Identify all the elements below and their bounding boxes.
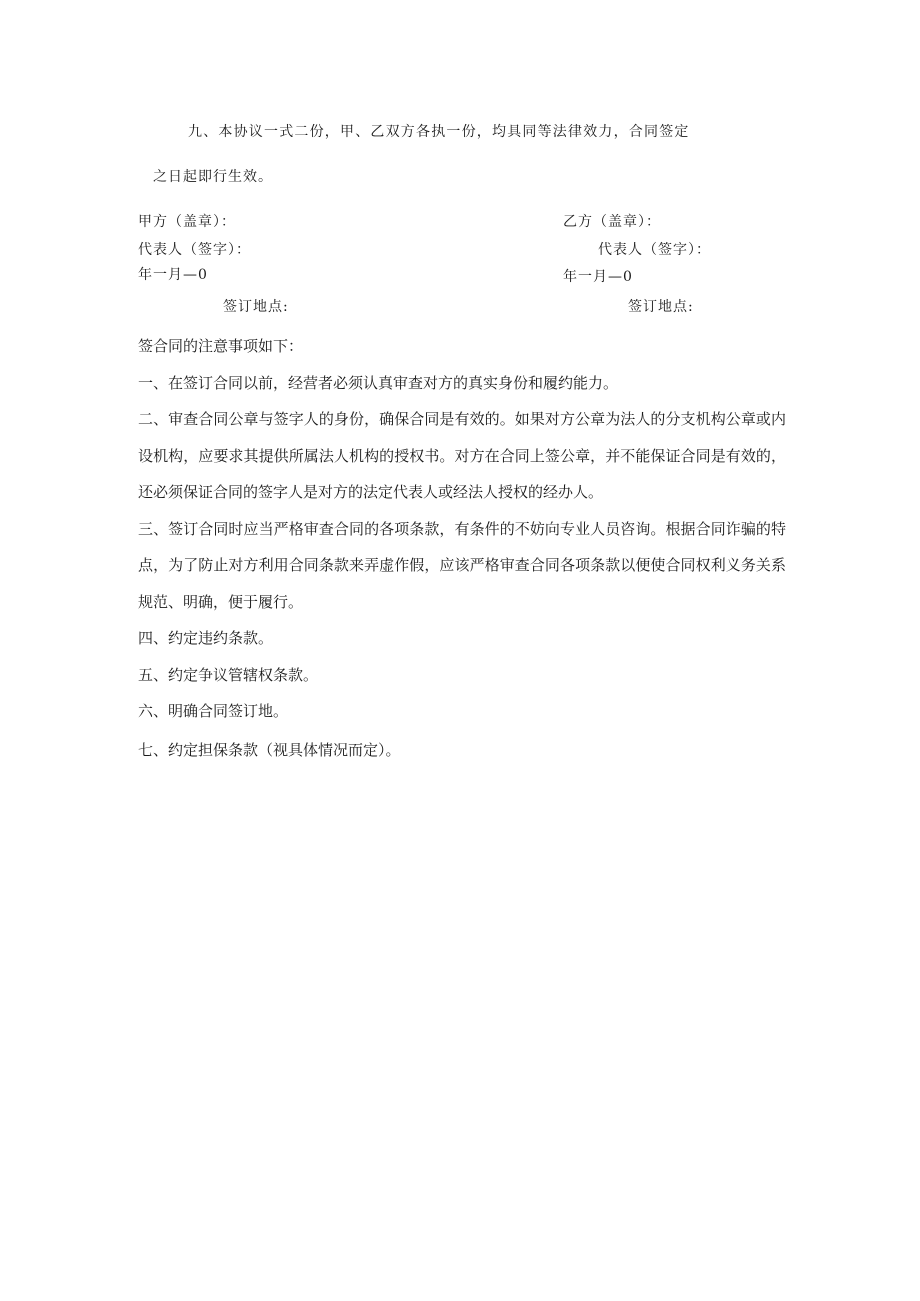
note-item: 七、约定担保条款（视具体情况而定）。 (138, 740, 401, 759)
clause-9-line-1: 九、本协议一式二份，甲、乙双方各执一份，均具同等法律效力，合同签定 (188, 124, 690, 140)
party-a-seal-label: 甲方（盖章）： (138, 214, 236, 230)
party-b-date-label: 年一月—0 (563, 269, 633, 285)
note-item: 二、审查合同公章与签字人的身份，确保合同是有效的。如果对方公章为法人的分支机构公章或内设机构，应要求其提供所属法人机构的授权书。对方在合同上签公章，并不能保证合同是有效的，还必须保证合同的签字人是对方的法定代表人或经法人授权的经办人。 (138, 410, 786, 501)
note-item: 四、约定违约条款。 (138, 629, 274, 647)
notes-title: 签合同的注意事项如下： (138, 337, 304, 355)
note-item: 六、明确合同签订地。 (138, 702, 289, 720)
party-b-place-label: 签订地点: (628, 299, 694, 315)
party-b-representative-label: 代表人（签字）： (598, 242, 711, 258)
party-b-seal-label: 乙方（盖章）： (563, 214, 661, 230)
contract-notes-section (138, 328, 786, 768)
note-item: 五、约定争议管辖权条款。 (138, 665, 319, 684)
note-item: 三、签订合同时应当严格审查合同的各项条款，有条件的不妨向专业人员咨询。根据合同诈骗的特点，为了防止对方利用合同条款来弄虚作假，应该严格审查合同各项条款以便使合同权利义务关系规范、明确，便于履行。 (138, 519, 786, 611)
party-a-date-label: 年一月—0 (138, 267, 208, 283)
party-a-representative-label: 代表人（签字）： (138, 242, 251, 258)
clause-9-line-2: 之日起即行生效。 (153, 169, 273, 185)
party-a-place-label: 签订地点: (223, 299, 289, 315)
note-item: 一、在签订合同以前，经营者必须认真审查对方的真实身份和履约能力。 (138, 373, 619, 392)
